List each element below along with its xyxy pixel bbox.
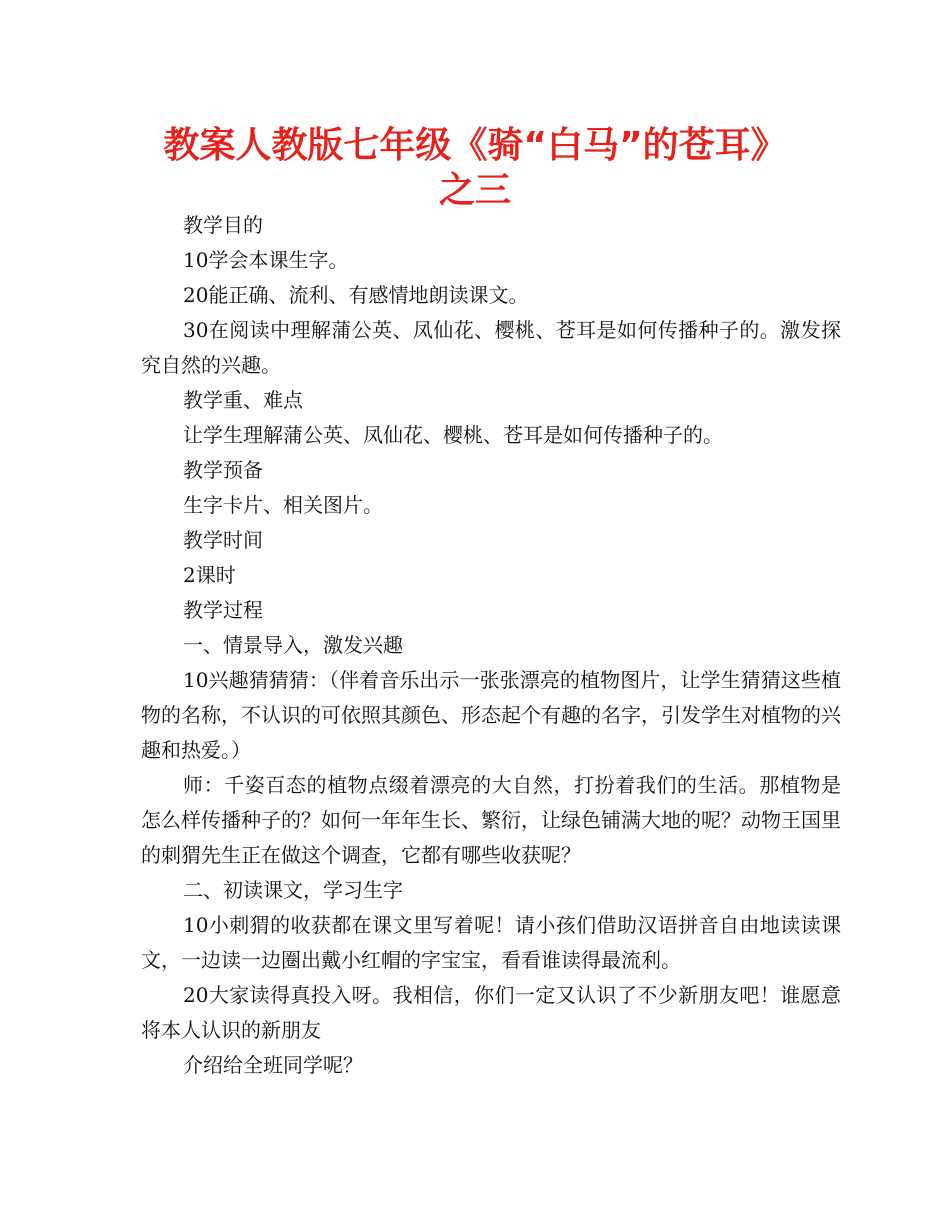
document-title-line-1: 教案人教版七年级《骑“白马”的苍耳》 (163, 125, 787, 166)
paragraph: 10学会本课生字。 (183, 248, 349, 272)
section-heading: 一、情景导入，激发兴趣 (183, 633, 403, 657)
section-heading: 教学预备 (183, 458, 263, 482)
document-title-line-2: 之三 (438, 170, 511, 211)
paragraph: 20能正确、流利、有感情地朗读课文。 (183, 283, 529, 307)
section-heading: 教学时间 (183, 528, 263, 552)
paragraph: 2课时 (183, 563, 236, 587)
paragraph: 生字卡片、相关图片。 (183, 493, 383, 517)
document-body (141, 208, 841, 1083)
paragraph: 师：千姿百态的植物点缀着漂亮的大自然，打扮着我们的生活。那植物是怎么样传播种子的？如何一年年生长、繁衍，让绿色铺满大地的呢？动物王国里的刺猬先生正在做这个调查，它都有哪些收获呢？ (141, 773, 841, 867)
section-heading: 教学重、难点 (183, 388, 303, 412)
paragraph: 20大家读得真投入呀。我相信，你们一定又认识了不少新朋友吧！谁愿意将本人认识的新朋友 (141, 983, 841, 1042)
section-heading: 二、初读课文，学习生字 (183, 878, 403, 902)
paragraph: 10兴趣猜猜猜：（伴着音乐出示一张张漂亮的植物图片，让学生猜猜这些植物的名称，不认识的可依照其颜色、形态起个有趣的名字，引发学生对植物的兴趣和热爱。） (141, 668, 841, 762)
paragraph: 让学生理解蒲公英、凤仙花、樱桃、苍耳是如何传播种子的。 (183, 423, 723, 447)
paragraph: 10小刺猬的收获都在课文里写着呢！请小孩们借助汉语拼音自由地读读课文，一边读一边圈出戴小红帽的字宝宝，看看谁读得最流利。 (141, 913, 841, 972)
paragraph: 介绍给全班同学呢？ (183, 1053, 363, 1077)
section-heading: 教学目的 (183, 213, 263, 237)
paragraph: 30在阅读中理解蒲公英、凤仙花、樱桃、苍耳是如何传播种子的。激发探究自然的兴趣。 (141, 318, 841, 377)
section-heading: 教学过程 (183, 598, 263, 622)
